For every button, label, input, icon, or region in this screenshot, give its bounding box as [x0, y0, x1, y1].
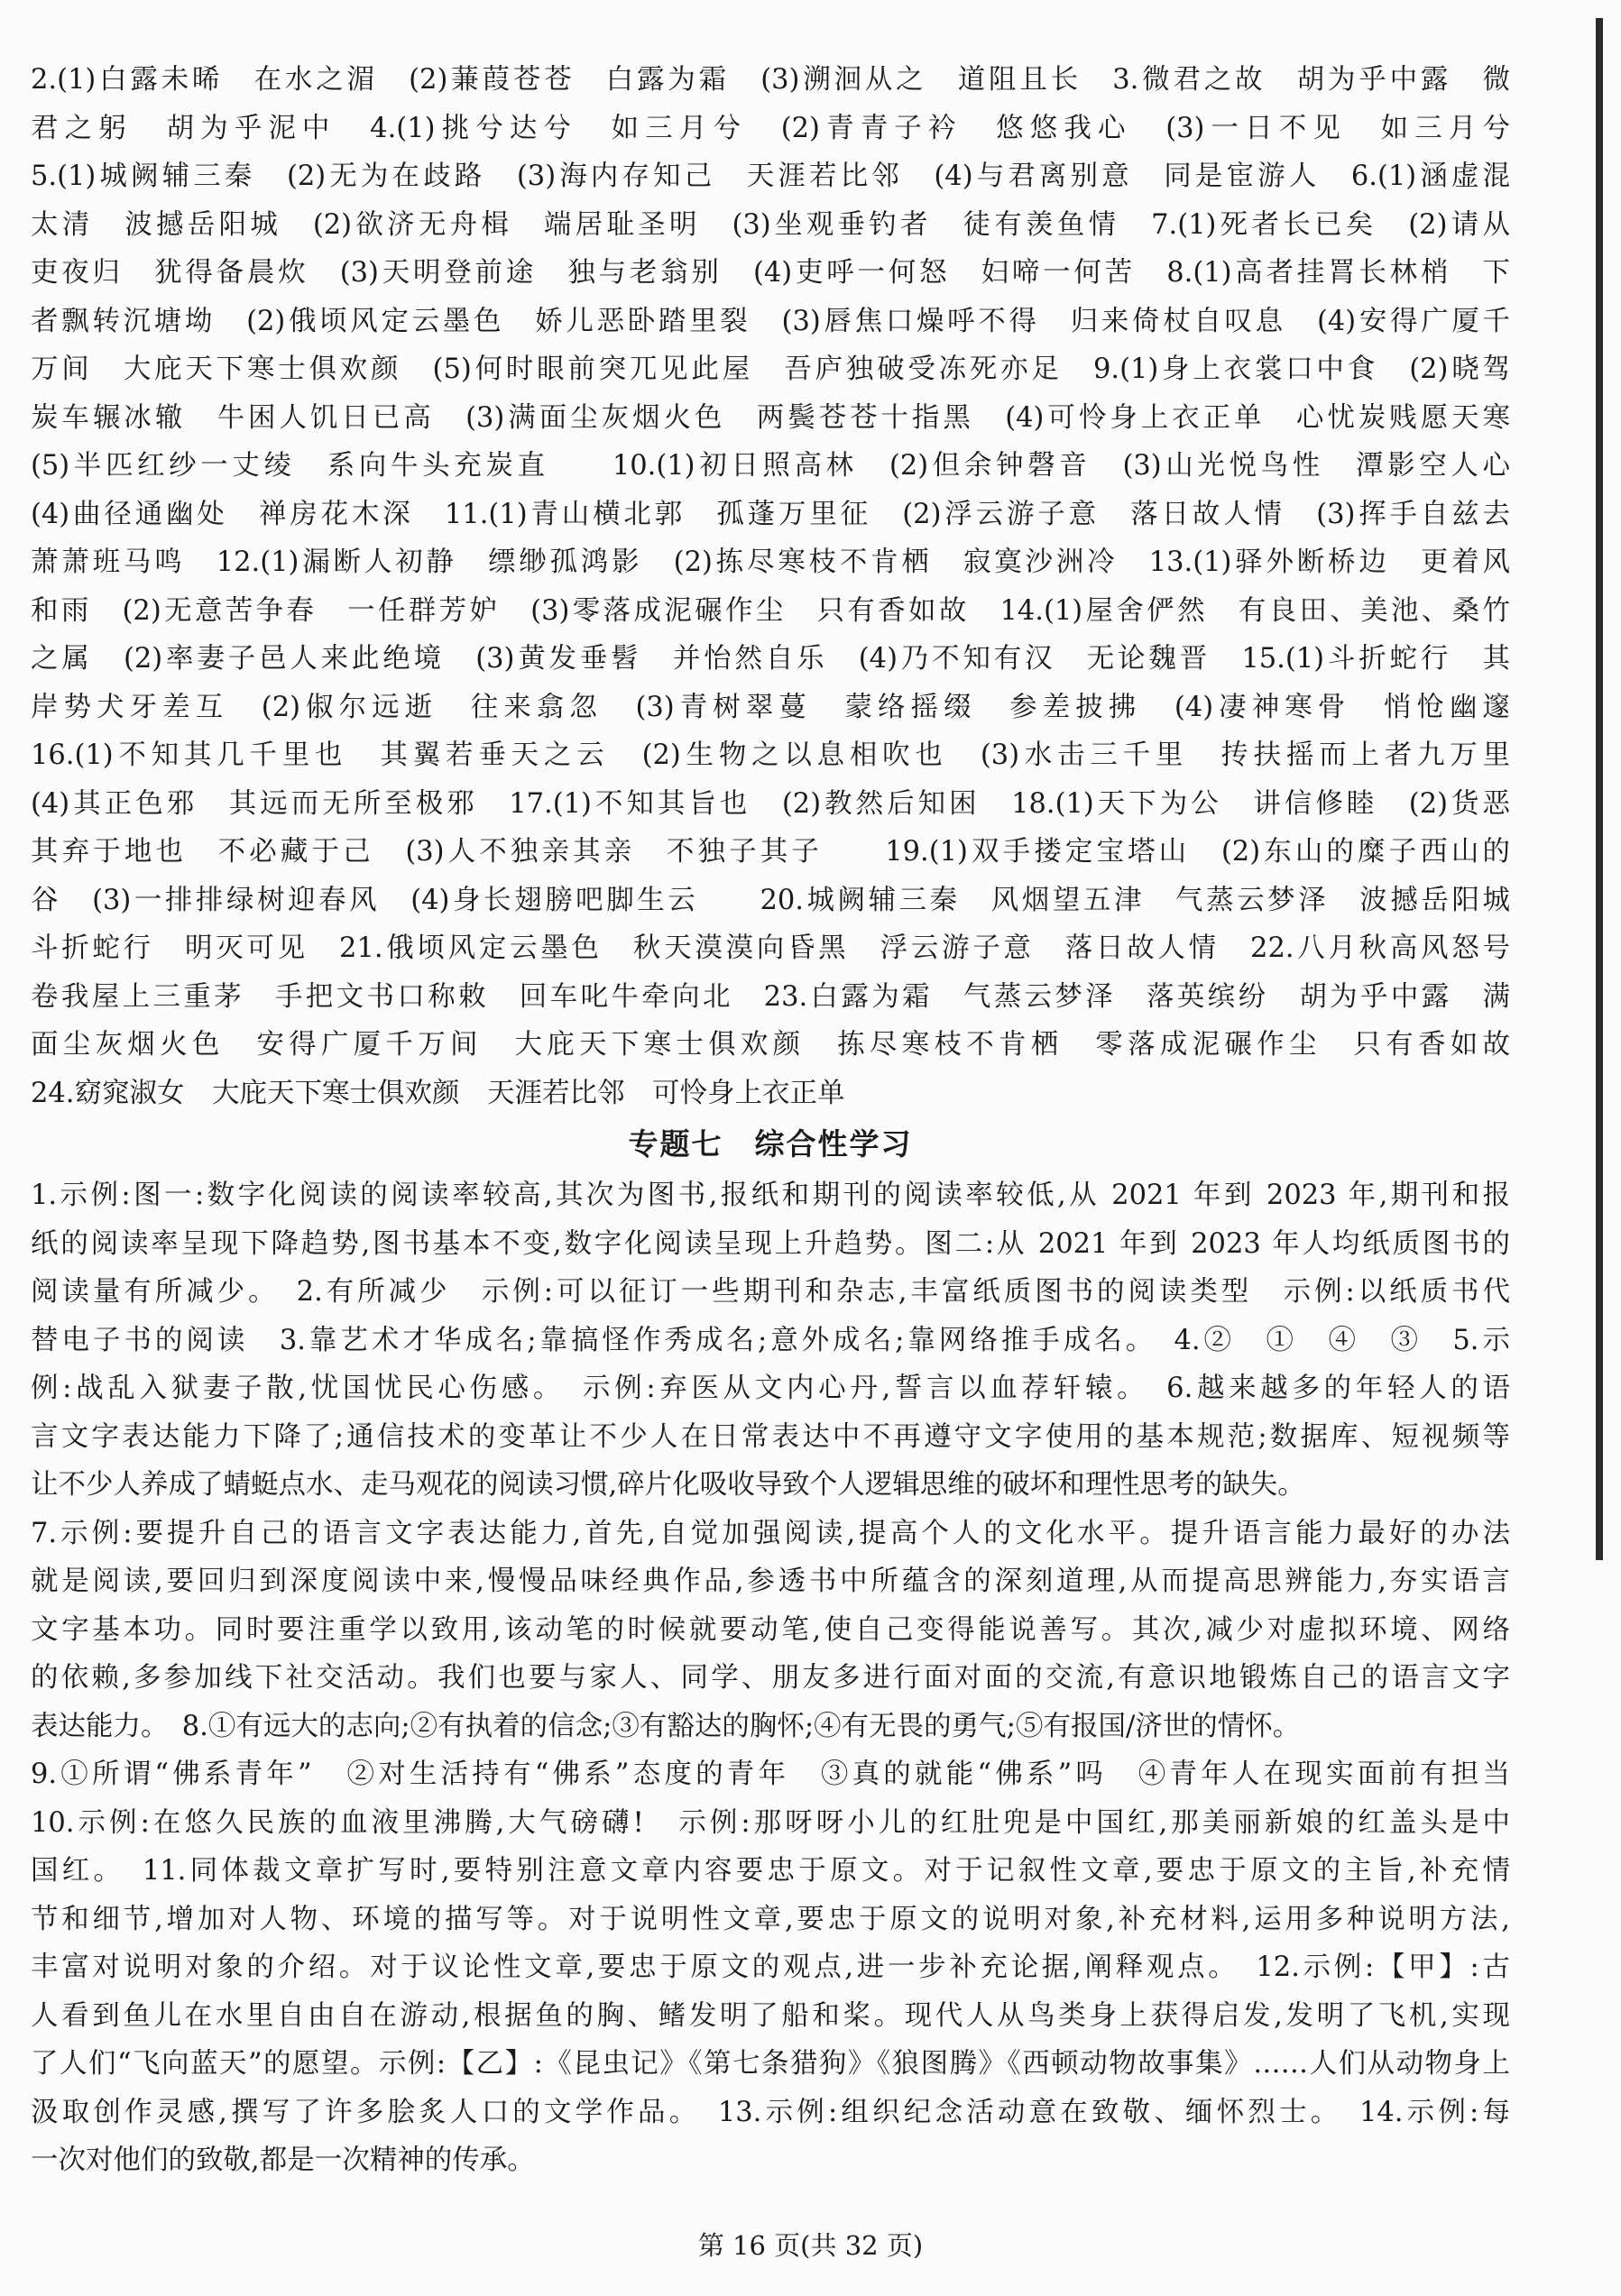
text-line: 汲取创作灵感,撰写了许多脍炙人口的文学作品。 13.示例:组织纪念活动意在致敬、缅怀烈士。 14.示例:每: [31, 2096, 1510, 2128]
text-line: 萧萧班马鸣 12.(1)漏断人初静 缥缈孤鸿影 (2)拣尽寒枝不肯栖 寂寞沙洲冷 13.(1)驿外断桥边 更着风: [31, 546, 1510, 578]
text-line: 替电子书的阅读 3.靠艺术才华成名;靠搞怪作秀成名;意外成名;靠网络推手成名。 4.② ① ④ ③ 5.示: [31, 1324, 1510, 1356]
text-line: 让不少人养成了蜻蜓点水、走马观花的阅读习惯,碎片化吸收导致个人逻辑思维的破坏和理性思考的缺失。: [31, 1469, 1305, 1501]
text-line: 太清 波撼岳阳城 (2)欲济无舟楫 端居耻圣明 (3)坐观垂钓者 徒有羡鱼情 7.(1)死者长已矣 (2)请从: [31, 208, 1510, 241]
text-line: 1.示例:图一:数字化阅读的阅读率较高,其次为图书,报纸和期刊的阅读率较低,从 2021 年到 2023 年,期刊和报: [31, 1180, 1510, 1211]
text-line: 24.窈窕淑女 大庇天下寒士俱欢颜 天涯若比邻 可怜身上衣正单: [31, 1077, 845, 1109]
text-line: 阅读量有所减少。 2.有所减少 示例:可以征订一些期刊和杂志,丰富纸质图书的阅读类型 示例:以纸质书代: [31, 1276, 1510, 1308]
text-line: 君之躬 胡为乎泥中 4.(1)挑兮达兮 如三月兮 (2)青青子衿 悠悠我心 (3)一日不见 如三月兮: [31, 112, 1510, 144]
text-line: 例:战乱入狱妻子散,忧国忧民心伤感。 示例:弃医从文内心丹,誓言以血荐轩辕。 6.越来越多的年轻人的语: [31, 1373, 1510, 1404]
text-line: 之属 (2)率妻子邑人来此绝境 (3)黄发垂髫 并怡然自乐 (4)乃不知有汉 无论魏晋 15.(1)斗折蛇行 其: [31, 643, 1510, 675]
text-line: 纸的阅读率呈现下降趋势,图书基本不变,数字化阅读呈现上升趋势。图二:从 2021 年到 2023 年人均纸质图书的: [31, 1227, 1510, 1260]
text-line: 卷我屋上三重茅 手把文书口称敕 回车叱牛牵向北 23.白露为霜 气蒸云梦泽 落英缤纷 胡为乎中露 满: [31, 980, 1510, 1013]
text-line: 言文字表达能力下降了;通信技术的变革让不少人在日常表达中不再遵守文字使用的基本规范;数据库、短视频等: [31, 1420, 1510, 1453]
text-line: 炭车辗冰辙 牛困人饥日已高 (3)满面尘灰烟火色 两鬓苍苍十指黑 (4)可怜身上衣正单 心忧炭贱愿天寒: [31, 401, 1510, 434]
text-line: 万间 大庇天下寒士俱欢颜 (5)何时眼前突兀见此屋 吾庐独破受冻死亦足 9.(1)身上衣裳口中食 (2)晓驾: [31, 354, 1510, 385]
text-line: 7.示例:要提升自己的语言文字表达能力,首先,自觉加强阅读,提高个人的文化水平。提升语言能力最好的办法: [31, 1517, 1510, 1549]
text-line: 岸势犬牙差互 (2)俶尔远逝 往来翕忽 (3)青树翠蔓 蒙络摇缀 参差披拂 (4)凄神寒骨 悄怆幽邃: [31, 691, 1510, 723]
text-line: (4)其正色邪 其远而无所至极邪 17.(1)不知其旨也 (2)教然后知困 18.(1)天下为公 讲信修睦 (2)货恶: [31, 787, 1510, 820]
text-line: 10.示例:在悠久民族的血液里沸腾,大气磅礴! 示例:那呀呀小儿的红肚兜是中国红,那美丽新娘的红盖头是中: [31, 1806, 1510, 1839]
text-line: 谷 (3)一排排绿树迎春风 (4)身长翅膀吧脚生云 20.城阙辅三秦 风烟望五津 气蒸云梦泽 波撼岳阳城: [31, 884, 1510, 916]
text-line: 国红。 11.同体裁文章扩写时,要特别注意文章内容要忠于原文。对于记叙性文章,要忠于原文的主旨,补充情: [31, 1855, 1510, 1887]
page-number-footer: 第 16 页(共 32 页): [697, 2230, 924, 2261]
text-line: 16.(1)不知其几千里也 其翼若垂天之云 (2)生物之以息相吹也 (3)水击三千里 抟扶摇而上者九万里: [31, 739, 1510, 771]
text-line: 其弃于地也 不必藏于己 (3)人不独亲其亲 不独子其子 19.(1)双手搂定宝塔山 (2)东山的糜子西山的: [31, 836, 1510, 868]
text-line: 表达能力。 8.①有远大的志向;②有执着的信念;③有豁达的胸怀;④有无畏的勇气;⑤有报国/济世的情怀。: [31, 1710, 1301, 1742]
text-line: 一次对他们的致敬,都是一次精神的传承。: [31, 2144, 535, 2176]
answer-text-body: [31, 56, 1510, 2185]
text-line: 了人们“飞向蓝天”的愿望。示例:【乙】:《昆虫记》《第七条猎狗》《狼图腾》《西顿动物故事集》……人们从动物身上: [31, 2048, 1510, 2080]
text-line: 丰富对说明对象的介绍。对于议论性文章,要忠于原文的观点,进一步补充论据,阐释观点。 12.示例:【甲】:古: [31, 1952, 1510, 1983]
text-line: 人看到鱼儿在水里自由自在游动,根据鱼的胸、鳍发明了船和桨。现代人从鸟类身上获得启发,发明了飞机,实现: [31, 1999, 1510, 2032]
text-line: (5)半匹红纱一丈绫 系向牛头充炭直 10.(1)初日照高林 (2)但余钟磬音 (3)山光悦鸟性 潭影空人心: [31, 450, 1510, 482]
section-title: 专题七 综合性学习: [628, 1126, 913, 1162]
scan-edge-bar: [1596, 18, 1603, 1560]
text-line: 者飘转沉塘坳 (2)俄顷风定云墨色 娇儿恶卧踏里裂 (3)唇焦口燥呼不得 归来倚杖自叹息 (4)安得广厦千: [31, 305, 1510, 337]
text-line: (4)曲径通幽处 禅房花木深 11.(1)青山横北郭 孤蓬万里征 (2)浮云游子意 落日故人情 (3)挥手自兹去: [31, 498, 1510, 530]
text-line: 文字基本功。同时要注重学以致用,该动笔的时候就要动笔,使自己变得能说善写。其次,减少对虚拟环境、网络: [31, 1613, 1510, 1646]
text-line: 和雨 (2)无意苦争春 一任群芳妒 (3)零落成泥碾作尘 只有香如故 14.(1)屋舍俨然 有良田、美池、桑竹: [31, 594, 1510, 627]
text-line: 的依赖,多参加线下社交活动。我们也要与家人、同学、朋友多进行面对面的交流,有意识地锻炼自己的语言文字: [31, 1662, 1510, 1694]
text-line: 面尘灰烟火色 安得广厦千万间 大庇天下寒士俱欢颜 拣尽寒枝不肯栖 零落成泥碾作尘 只有香如故: [31, 1029, 1510, 1061]
text-line: 9.①所谓“佛系青年” ②对生活持有“佛系”态度的青年 ③真的就能“佛系”吗 ④青年人在现实面前有担当: [31, 1759, 1510, 1790]
text-line: 就是阅读,要回归到深度阅读中来,慢慢品味经典作品,参透书中所蕴含的深刻道理,从而提高思辨能力,夯实语言: [31, 1566, 1510, 1597]
text-line: 节和细节,增加对人物、环境的描写等。对于说明性文章,要忠于原文的说明对象,补充材料,运用多种说明方法,: [31, 1903, 1510, 1935]
text-line: 斗折蛇行 明灭可见 21.俄顷风定云墨色 秋天漠漠向昏黑 浮云游子意 落日故人情 22.八月秋高风怒号: [31, 932, 1510, 964]
text-line: 吏夜归 犹得备晨炊 (3)天明登前途 独与老翁别 (4)吏呼一何怒 妇啼一何苦 8.(1)高者挂罥长林梢 下: [31, 257, 1510, 289]
text-line: 5.(1)城阙辅三秦 (2)无为在歧路 (3)海内存知己 天涯若比邻 (4)与君离别意 同是宦游人 6.(1)涵虚混: [31, 161, 1510, 192]
text-line: 2.(1)白露未晞 在水之湄 (2)蒹葭苍苍 白露为霜 (3)溯洄从之 道阻且长 3.微君之故 胡为乎中露 微: [31, 64, 1510, 96]
